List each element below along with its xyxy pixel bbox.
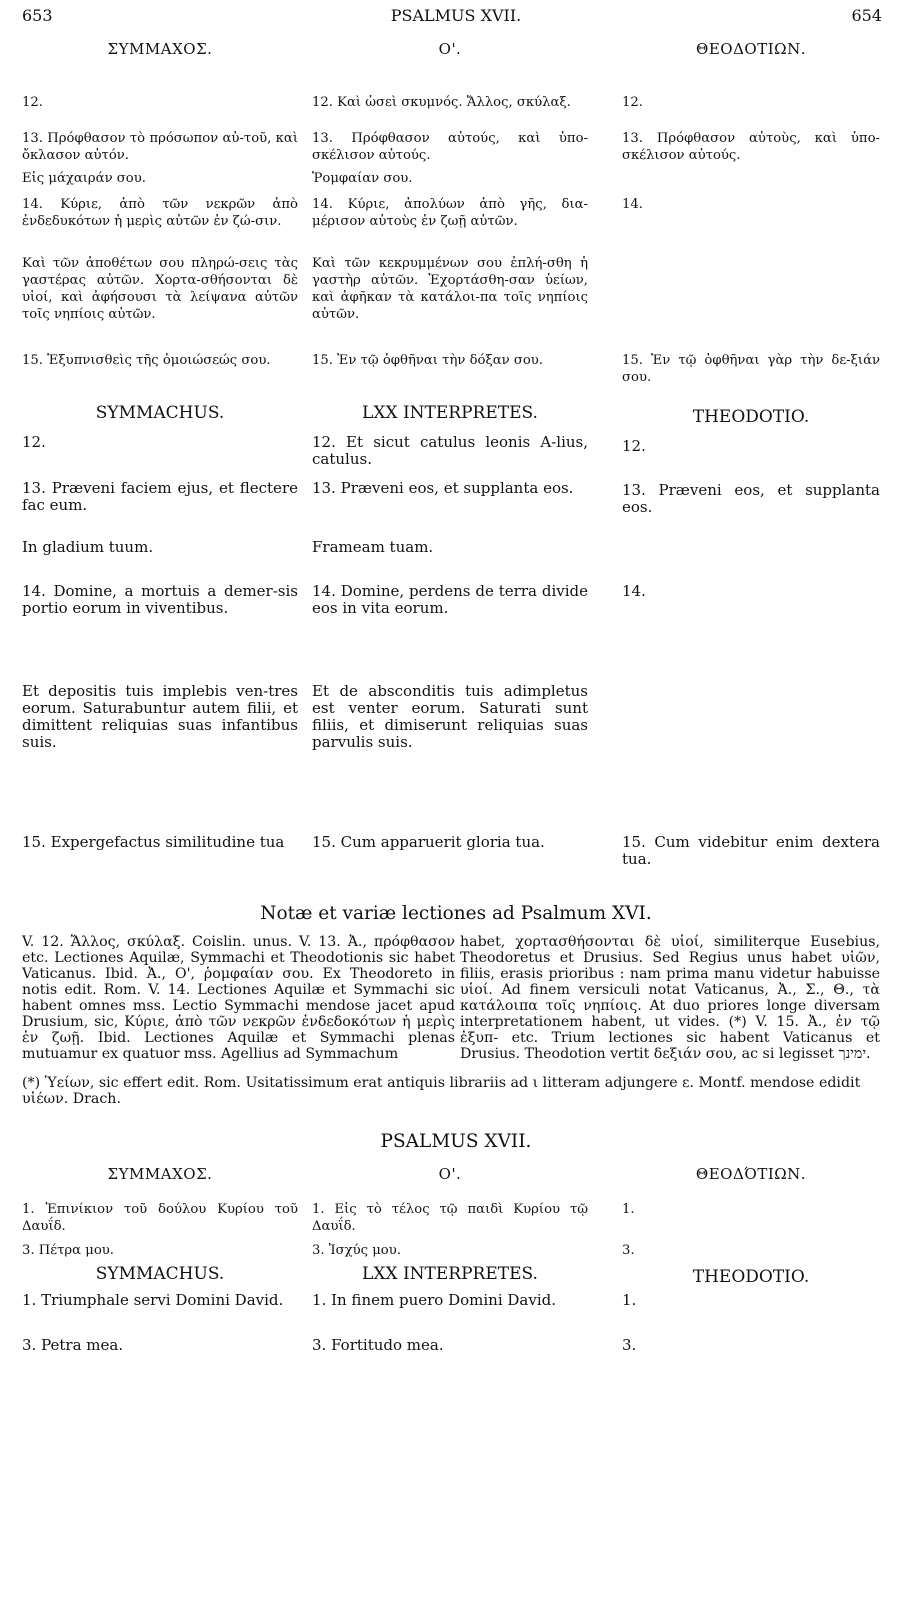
latin-lxx-v14b: Et de absconditis tuis adimpletus est venter eorum. Saturati sunt filiis, et dimiserunt reliquias suas parvulis suis. bbox=[312, 682, 588, 751]
greek-symmachus-v12: 12. bbox=[22, 95, 43, 110]
latin-symmachus-v12: 12. bbox=[22, 433, 46, 451]
latin-symmachus-v14: 14. Domine, a mortuis a demer-sis portio eorum in viventibus. bbox=[22, 582, 298, 617]
p17-greek-head-theodotion: ΘΕΟΔΌΤΙΩΝ. bbox=[695, 1165, 807, 1183]
latin-theodotion-v12: 12. bbox=[622, 437, 646, 455]
greek-head-symmachus: ΣΥΜΜΑΧΟΣ. bbox=[107, 40, 213, 58]
p17-greek-symmachus-v3: 3. Πέτρα μου. bbox=[22, 1243, 114, 1258]
greek-lxx-v15: 15. Ἐν τῷ ὀφθῆναι τὴν δόξαν σου. bbox=[312, 353, 543, 368]
notes-left-column: V. 12. Ἄλλος, σκύλαξ. Coislin. unus. V. 13. Ἀ., πρόφθασον etc. Lectiones Aquilæ, Symmachi et Theodotionis sic habet Vaticanus. Ibid. Ἀ., Ο', ῥομφαίαν σου. Ex Theodoreto in notis edit. Rom. V. 14. Lectiones Aquilæ et Symmachi sic habent omnes mss. Lectio Symmachi mendose jacet apud Drusium, sic, Κύριε, ἀπὸ τῶν νεκρῶν ἐνδεδοκότων ἡ μερὶς ἐν ζωῇ. Ibid. Lectiones Aquilæ et Symmachi plenas mutuamur ex quatuor mss. Agellius ad Symmachum bbox=[22, 934, 455, 1062]
p17-latin-theodotion-v3: 3. bbox=[622, 1336, 637, 1354]
greek-symmachus-v14b: Καὶ τῶν ἀποθέτων σου πληρώ-σεις τὰς γαστέρας αὐτῶν. Χορτα-σθήσονται δὲ υἱοί, καὶ ἀφήσουσι τὰ λείψανα αὐτῶν τοῖς νηπίοις αὐτῶν. bbox=[22, 256, 298, 322]
p17-greek-theodotion-v1: 1. bbox=[622, 1202, 635, 1217]
latin-lxx-v13b: Frameam tuam. bbox=[312, 538, 434, 556]
greek-lxx-v12: 12. Καὶ ὡσεὶ σκυμνός. Ἄλλος, σκύλαξ. bbox=[312, 95, 571, 110]
p17-latin-lxx-v1: 1. In finem puero Domini David. bbox=[312, 1291, 556, 1309]
notes-title: Notæ et variæ lectiones ad Psalmum XVI. bbox=[260, 903, 652, 924]
p17-latin-symmachus-v1: 1. Triumphale servi Domini David. bbox=[22, 1291, 284, 1309]
p17-greek-head-symmachus: ΣΥΜΜΑΧΟΣ. bbox=[107, 1165, 213, 1183]
latin-symmachus-v14b: Et depositis tuis implebis ven-tres eorum. Saturabuntur autem filii, et dimittent reliquias suas infantibus suis. bbox=[22, 682, 298, 751]
p17-latin-head-theodotion: THEODOTIO. bbox=[692, 1267, 810, 1287]
p17-greek-head-lxx: Ο'. bbox=[438, 1165, 462, 1183]
greek-lxx-v14: 14. Κύριε, ἀπολύων ἀπὸ γῆς, δια-μέρισον αὐτοὺς ἐν ζωῇ αὐτῶν. bbox=[312, 197, 588, 229]
latin-lxx-v13: 13. Præveni eos, et supplanta eos. bbox=[312, 479, 574, 497]
greek-lxx-v14b: Καὶ τῶν κεκρυμμένων σου ἐπλή-σθη ἡ γαστὴρ αὐτῶν. Ἐχορτάσθη-σαν ὑείων, καὶ ἀφῆκαν τὰ κατάλοι-πα τοῖς νηπίοις αὐτῶν. bbox=[312, 256, 588, 322]
p17-latin-lxx-v3: 3. Fortitudo mea. bbox=[312, 1336, 444, 1354]
greek-symmachus-v15: 15. Ἐξυπνισθεὶς τῆς ὁμοιώσεώς σου. bbox=[22, 353, 271, 368]
greek-theodotion-v13: 13. Πρόφθασον αὐτοὺς, καὶ ὑπο-σκέλισον αὐτούς. bbox=[622, 131, 880, 163]
greek-symmachus-v13: 13. Πρόφθασον τὸ πρόσωπον αὐ-τοῦ, καὶ ὄκλασον αὐτόν. bbox=[22, 131, 298, 163]
latin-theodotion-v13: 13. Præveni eos, et supplanta eos. bbox=[622, 481, 880, 516]
footnote: (*) Ὑείων, sic effert edit. Rom. Usitatissimum erat antiquis librariis ad ι litteram adjungere ε. Montf. mendose edidit υἱέων. Drach. bbox=[22, 1075, 861, 1107]
p17-latin-theodotion-v1: 1. bbox=[622, 1291, 637, 1309]
running-title: PSALMUS XVII. bbox=[390, 6, 522, 25]
latin-lxx-v14: 14. Domine, perdens de terra divide eos in vita eorum. bbox=[312, 582, 588, 617]
page-number-left: 653 bbox=[22, 6, 53, 25]
p17-greek-symmachus-v1: 1. Ἐπινίκιον τοῦ δούλου Κυρίου τοῦ Δαυΐδ. bbox=[22, 1202, 298, 1234]
psalm17-title: PSALMUS XVII. bbox=[380, 1131, 532, 1152]
greek-head-lxx: Ο'. bbox=[438, 40, 462, 58]
notes-right-column: habet, χορτασθήσονται δὲ υἱοί, similiterque Eusebius, Theodoretus et Drusius. Sed Regius unus habet υἱῶν, filiis, erasis prioribus : nam prima manu videtur habuisse υἱοί. Ad finem versiculi notat Vaticanus, Ἀ., Σ., Θ., τὰ κατάλοιπα τοῖς νηπίοις. At duo priores longe diversam interpretationem habent, ut vides. (*) V. 15. Ἀ., ἐν τῷ ἐξυπ- etc. Trium lectiones sic habent Vaticanus et Drusius. Theodotion vertit δεξιάν σου, ac si legisset ימינך. bbox=[460, 934, 880, 1062]
greek-theodotion-v12: 12. bbox=[622, 95, 643, 110]
greek-symmachus-v13b: Εἰς μάχαιράν σου. bbox=[22, 171, 146, 186]
latin-symmachus-v13: 13. Præveni faciem ejus, et flectere fac eum. bbox=[22, 479, 298, 514]
greek-lxx-v13: 13. Πρόφθασον αὐτούς, καὶ ὑπο-σκέλισον αὐτούς. bbox=[312, 131, 588, 163]
latin-lxx-v12: 12. Et sicut catulus leonis A-lius, catulus. bbox=[312, 433, 588, 468]
latin-symmachus-v13b: In gladium tuum. bbox=[22, 538, 154, 556]
latin-head-theodotion: THEODOTIO. bbox=[692, 407, 810, 427]
page-number-right: 654 bbox=[851, 6, 882, 25]
latin-lxx-v15: 15. Cum apparuerit gloria tua. bbox=[312, 833, 545, 851]
p17-greek-lxx-v3: 3. Ἰσχύς μου. bbox=[312, 1243, 401, 1258]
p17-latin-head-lxx: LXX INTERPRETES. bbox=[362, 1264, 538, 1284]
latin-theodotion-v15: 15. Cum videbitur enim dextera tua. bbox=[622, 833, 880, 868]
greek-symmachus-v14: 14. Κύριε, ἀπὸ τῶν νεκρῶν ἀπὸ ἐνδεδυκότων ἡ μερὶς αὐτῶν ἐν ζώ-σιν. bbox=[22, 197, 298, 229]
latin-head-symmachus: SYMMACHUS. bbox=[95, 403, 225, 423]
latin-head-lxx: LXX INTERPRETES. bbox=[362, 403, 538, 423]
latin-theodotion-v14: 14. bbox=[622, 582, 646, 600]
greek-head-theodotion: ΘΕΟΔΟΤΙΩΝ. bbox=[696, 40, 806, 58]
p17-greek-theodotion-v3: 3. bbox=[622, 1243, 635, 1258]
p17-latin-symmachus-v3: 3. Petra mea. bbox=[22, 1336, 124, 1354]
p17-latin-head-symmachus: SYMMACHUS. bbox=[95, 1264, 225, 1284]
greek-theodotion-v15: 15. Ἐν τῷ ὀφθῆναι γὰρ τὴν δε-ξιάν σου. bbox=[622, 353, 880, 385]
greek-theodotion-v14: 14. bbox=[622, 197, 643, 212]
greek-lxx-v13b: Ῥομφαίαν σου. bbox=[312, 171, 413, 186]
latin-symmachus-v15: 15. Expergefactus similitudine tua bbox=[22, 833, 285, 851]
p17-greek-lxx-v1: 1. Εἰς τὸ τέλος τῷ παιδὶ Κυρίου τῷ Δαυΐδ. bbox=[312, 1202, 588, 1234]
